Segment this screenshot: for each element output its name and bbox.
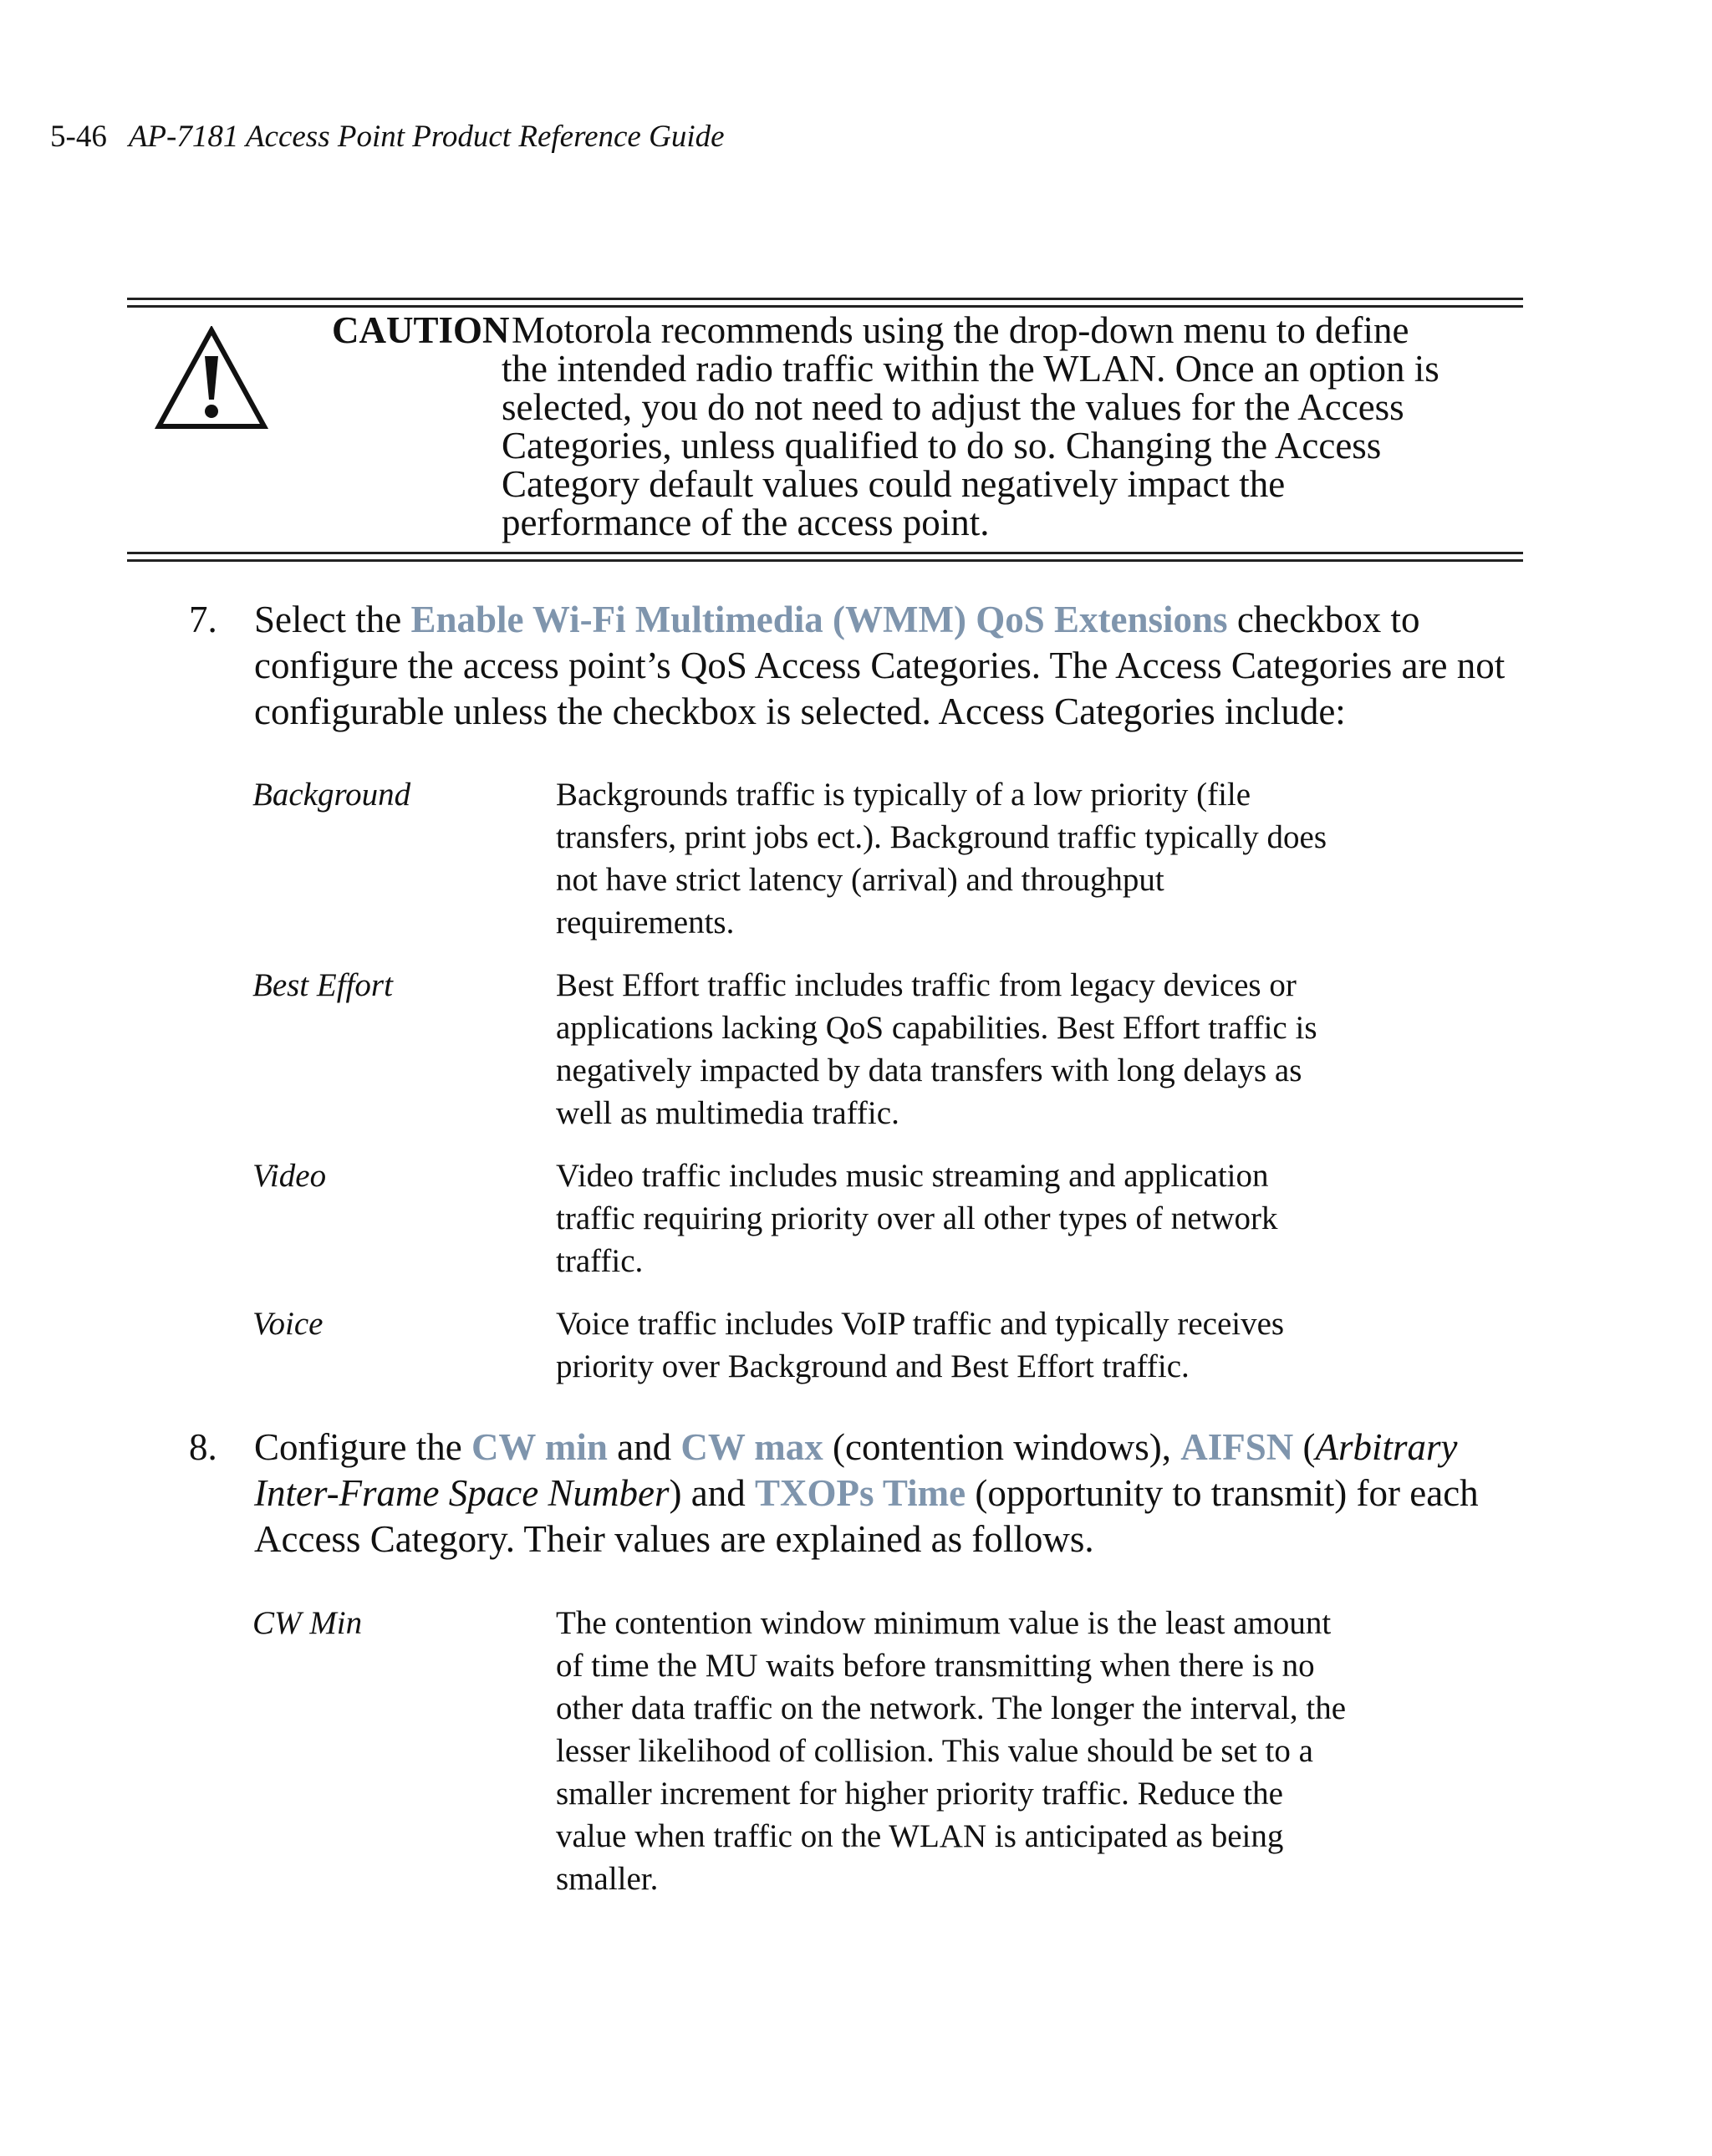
step-8-text: (: [1293, 1426, 1316, 1468]
desc-cw-min-line: other data traffic on the network. The longer the interval, the: [556, 1690, 1347, 1726]
page-number: 5-46: [50, 120, 107, 154]
desc-cw-min-line: lesser likelihood of collision. This value should be set to a: [556, 1733, 1313, 1769]
txops-time-reference: TXOPs Time: [754, 1472, 966, 1514]
caution-text-line-4: Categories, unless qualified to do so. Changing the Access: [502, 425, 1382, 466]
step-8-text: Configure the: [254, 1426, 471, 1468]
desc-best-effort-line: Best Effort traffic includes traffic from legacy devices or: [556, 967, 1297, 1003]
desc-cw-min-line: smaller increment for higher priority traffic. Reduce the: [556, 1776, 1283, 1812]
term-cw-min: CW Min: [252, 1605, 363, 1641]
cw-max-reference: CW max: [680, 1426, 823, 1468]
desc-cw-min-line: The contention window minimum value is the least amount: [556, 1605, 1332, 1641]
step-7-text: Select the: [254, 599, 411, 640]
step-8-line-1: [254, 1425, 1458, 1470]
desc-video-line: Video traffic includes music streaming and application: [556, 1158, 1269, 1194]
step-8-italic-text: Inter-Frame Space Number: [254, 1472, 670, 1514]
cw-min-reference: CW min: [471, 1426, 608, 1468]
desc-voice-line: Voice traffic includes VoIP traffic and typically receives: [556, 1306, 1285, 1342]
caution-bottom-rule-1: [127, 552, 1523, 554]
step-8-italic-text: Arbitrary: [1315, 1426, 1458, 1468]
caution-text-line-6: performance of the access point.: [502, 502, 990, 543]
desc-background-line: requirements.: [556, 905, 735, 940]
desc-best-effort-line: well as multimedia traffic.: [556, 1095, 899, 1131]
desc-background-line: transfers, print jobs ect.). Background traffic typically does: [556, 819, 1327, 855]
term-best-effort: Best Effort: [252, 967, 393, 1003]
step-7-number: 7.: [189, 599, 217, 640]
step-7-text: checkbox to: [1227, 599, 1420, 640]
caution-text-line-5: Category default values could negatively impact the: [502, 463, 1286, 505]
caution-bottom-rule-2: [127, 559, 1523, 562]
step-7-line-2: configure the access point’s QoS Access Categories. The Access Categories are not: [254, 645, 1506, 686]
step-7-line-1: [254, 597, 1419, 643]
wmm-qos-extensions-reference: Enable Wi-Fi Multimedia (WMM) QoS Extensions: [410, 599, 1228, 640]
step-8-text: (contention windows),: [823, 1426, 1181, 1468]
step-8-text: (opportunity to transmit) for each: [966, 1472, 1479, 1514]
desc-cw-min-line: smaller.: [556, 1861, 659, 1897]
desc-best-effort-line: applications lacking QoS capabilities. Best Effort traffic is: [556, 1010, 1317, 1046]
step-7-line-3: configurable unless the checkbox is selected. Access Categories include:: [254, 691, 1346, 732]
step-8-line-2: [254, 1470, 1479, 1516]
aifsn-reference: AIFSN: [1180, 1426, 1294, 1468]
term-background: Background: [252, 777, 411, 813]
desc-cw-min-line: of time the MU waits before transmitting when there is no: [556, 1648, 1315, 1684]
step-8-text: ) and: [669, 1472, 755, 1514]
desc-cw-min-line: value when traffic on the WLAN is anticipated as being: [556, 1818, 1284, 1854]
caution-text-line-2: the intended radio traffic within the WLAN. Once an option is: [502, 348, 1439, 390]
desc-background-line: Backgrounds traffic is typically of a low priority (file: [556, 777, 1251, 813]
caution-label: CAUTION: [332, 309, 510, 351]
page-header: [50, 117, 725, 157]
caution-text-line-1: Motorola recommends using the drop-down menu to define: [512, 309, 1409, 351]
desc-video-line: traffic.: [556, 1243, 644, 1279]
desc-video-line: traffic requiring priority over all other types of network: [556, 1200, 1278, 1236]
step-8-line-3: Access Category. Their values are explained as follows.: [254, 1518, 1094, 1560]
guide-title: AP-7181 Access Point Product Reference Guide: [128, 120, 725, 154]
term-voice: Voice: [252, 1306, 324, 1342]
term-video: Video: [252, 1158, 327, 1194]
desc-voice-line: priority over Background and Best Effort traffic.: [556, 1348, 1190, 1384]
step-8-number: 8.: [189, 1426, 217, 1468]
desc-background-line: not have strict latency (arrival) and throughput: [556, 862, 1164, 898]
step-8-text: and: [607, 1426, 681, 1468]
caution-text-line-3: selected, you do not need to adjust the values for the Access: [502, 386, 1404, 428]
caution-top-rule-2: [127, 305, 1523, 308]
desc-best-effort-line: negatively impacted by data transfers with long delays as: [556, 1053, 1302, 1088]
warning-triangle-icon: [155, 326, 268, 431]
caution-top-rule-1: [127, 298, 1523, 300]
